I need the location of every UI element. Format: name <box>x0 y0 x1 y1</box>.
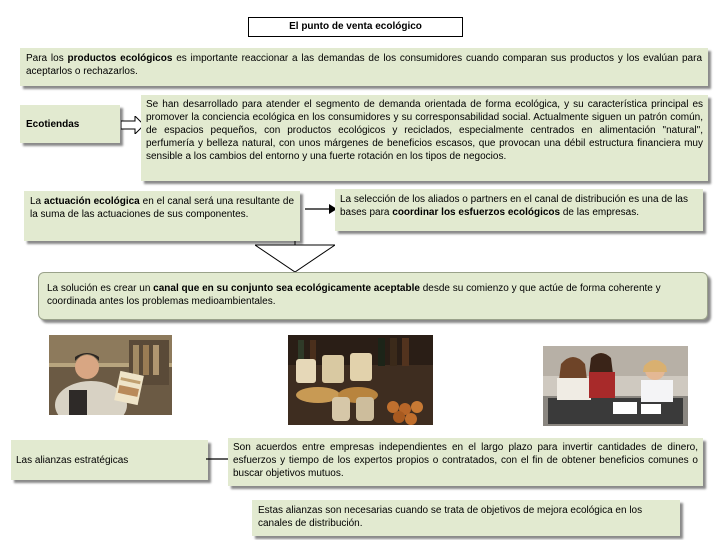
seleccion-text-end: de las empresas. <box>560 207 640 218</box>
ecotiendas-label: Ecotiendas <box>26 118 80 130</box>
solucion-text: La solución es crear un <box>47 283 154 294</box>
alianzas-label-box <box>11 440 208 480</box>
arrow-down-icon <box>255 241 335 273</box>
alianzas-description: Son acuerdos entre empresas independientes en el largo plazo para invertir cantidades de dinero, esfuerzos y tiempo de los expertos propios o contratados, con el fin de obtener beneficios comunes o buscar objetivos mutuos. <box>228 438 703 486</box>
actuacion-text: La <box>30 196 45 207</box>
alianzas-label: Las alianzas estratégicas <box>16 454 129 466</box>
solucion-bold: canal que en su conjunto sea ecológicamente aceptable <box>153 283 420 294</box>
solucion-text-end: desde su comienzo y que actúe de forma coherente y coordinada antes los problemas medioambientales. <box>47 283 661 307</box>
actuacion-text-end: en el canal será una resultante de la suma de las actuaciones de sus componentes. <box>30 196 295 220</box>
photo-business-meeting <box>543 346 688 426</box>
page-title: El punto de venta ecológico <box>248 17 463 37</box>
seleccion-bold: coordinar los esfuerzos ecológicos <box>392 207 561 218</box>
arrow-right-icon <box>305 202 337 216</box>
ecotiendas-label-box <box>20 105 120 143</box>
intro-text-end: es importante reaccionar a las demandas de los consumidores cuando comparan sus productos y los evalúan para aceptarlos o rechazarlos. <box>26 53 703 77</box>
photo-ecological-products <box>288 335 433 425</box>
ecotiendas-description: Se han desarrollado para atender el segmento de demanda orientada de forma ecológica, y su característica principal es promover la conciencia ecológica en los consumidores y su corresponsabilidad social. Actualmente siguen un patrón común, de espacios pequeños, con productos ecológicos y reciclados, especialmente centrados en alimentación "natural", perfumería y belleza natural, con unos márgenes de beneficios escasos, que provocan una débil estructura financiera muy sensible a los cambios del entorno y una fuerte rotación en los tipos de negocios. <box>141 95 708 181</box>
seleccion-box <box>335 189 703 231</box>
photo-man-reading <box>49 335 172 415</box>
actuacion-bold: actuación ecológica <box>44 196 140 207</box>
intro-box <box>20 48 708 86</box>
seleccion-text: La selección de los aliados o partners en el canal de distribución es una de las bases para <box>340 194 688 218</box>
intro-bold: productos ecológicos <box>67 53 173 64</box>
solucion-box <box>38 272 708 320</box>
intro-text: Para los <box>26 53 68 64</box>
alianzas-note: Estas alianzas son necesarias cuando se trata de objetivos de mejora ecológica en los canales de distribución. <box>252 500 680 536</box>
actuacion-box <box>24 191 300 241</box>
